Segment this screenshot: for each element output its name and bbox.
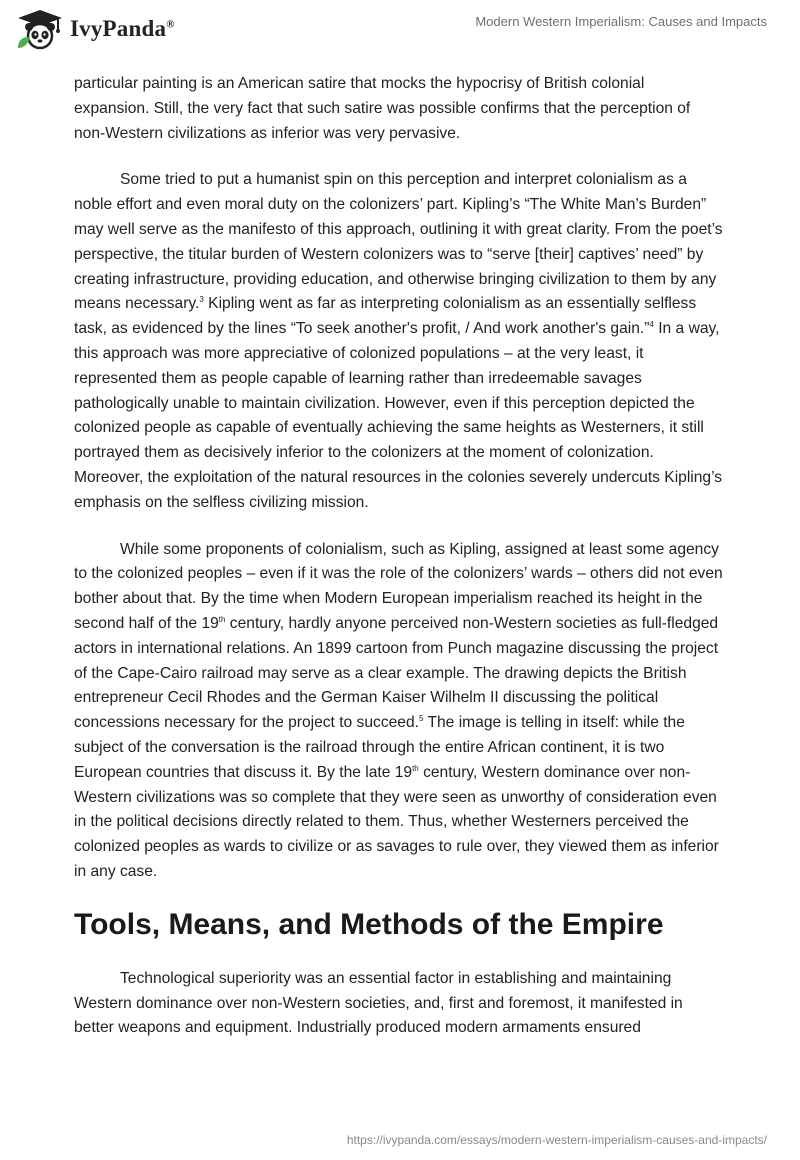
page-header: [0, 0, 800, 60]
document-title: Modern Western Imperialism: Causes and Impacts: [475, 14, 767, 29]
footnote-4[interactable]: 4: [649, 320, 654, 330]
article-body: [74, 72, 724, 1063]
footer-url-link[interactable]: https://ivypanda.com/essays/modern-western-imperialism-causes-and-impacts/: [346, 1133, 767, 1147]
paragraph-3: While some proponents of colonialism, such as Kipling, assigned at least some agency to the colonized peoples – even if it was the role of the colonizers’ wards – others did not even bother about that. By the time when Modern European imperialism reached its height in the second half of the 19th century, hardly anyone perceived non-Western societies as full-fledged actors in international relations. An 1899 cartoon from Punch magazine discussing the project of the Cape-Cairo railroad may serve as a clear example. The drawing depicts the British entrepreneur Cecil Rhodes and the German Kaiser Wilhelm II discussing the political concessions necessary for the project to succeed.$^5$ The image is telling in itself: while the subject of the conversation is the railroad through the entire African continent, it is two European countries that discuss it. By the late 19th century, Western dominance over non-Western civilizations was so complete that they were seen as unworthy of consideration even in the political decisions directly related to them. Thus, whether Westerners perceived the colonized peoples as wards to civilize or as savages to rule over, they viewed them as inferior in any case.: [74, 540, 723, 880]
paragraph-1: particular painting is an American satire that mocks the hypocrisy of British colonial expansion. Still, the very fact that such satire was possible confirms that the perception of non-Western civilizations as inferior was very pervasive.: [74, 75, 691, 142]
footnote-3[interactable]: 3: [199, 295, 204, 305]
footnote-5[interactable]: 5: [418, 714, 424, 724]
section-heading: Tools, Means, and Methods of the Empire: [74, 907, 664, 941]
paragraph-2: Some tried to put a humanist spin on this perception and interpret colonialism as a noble effort and even moral duty on the colonizers’ part. Kipling’s “The White Man’s Burden” may well serve as the manifesto of this approach, outlining it with great clarity. From the poet’s perspective, the titular burden of Western colonizers was to “serve [their] captives’ need” by creating infrastructure, providing education, and otherwise bringing civilization to them by any means necessary.$^3$ Kipling went as far as interpreting colonialism as an essentially selfless task, as evidenced by the lines “To seek another's profit, / And work another's gain.”$^4$ In a way, this approach was more appreciative of colonized populations – at the very least, it represented them as people capable of learning rather than irredeemable savages pathologically unable to maintain civilization. However, even if this perception depicted the colonized people as capable of eventually achieving the same heights as Westerners, it still portrayed them as decisively inferior to the colonizers at the moment of colonization. Moreover, the exploitation of the natural resources in the colonies severely undercuts Kipling’s emphasis on the selfless civilizing mission.: [74, 171, 723, 511]
paragraph-4: Technological superiority was an essential factor in establishing and maintaining Western dominance over non-Western societies, and, first and foremost, it manifested in better weapons and equipment. Industrially produced modern armaments ensured: [74, 969, 683, 1037]
brand-name: IvyPanda®: [70, 16, 175, 41]
panda-graduate-icon: [14, 8, 66, 50]
ivypanda-logo[interactable]: [14, 8, 175, 50]
